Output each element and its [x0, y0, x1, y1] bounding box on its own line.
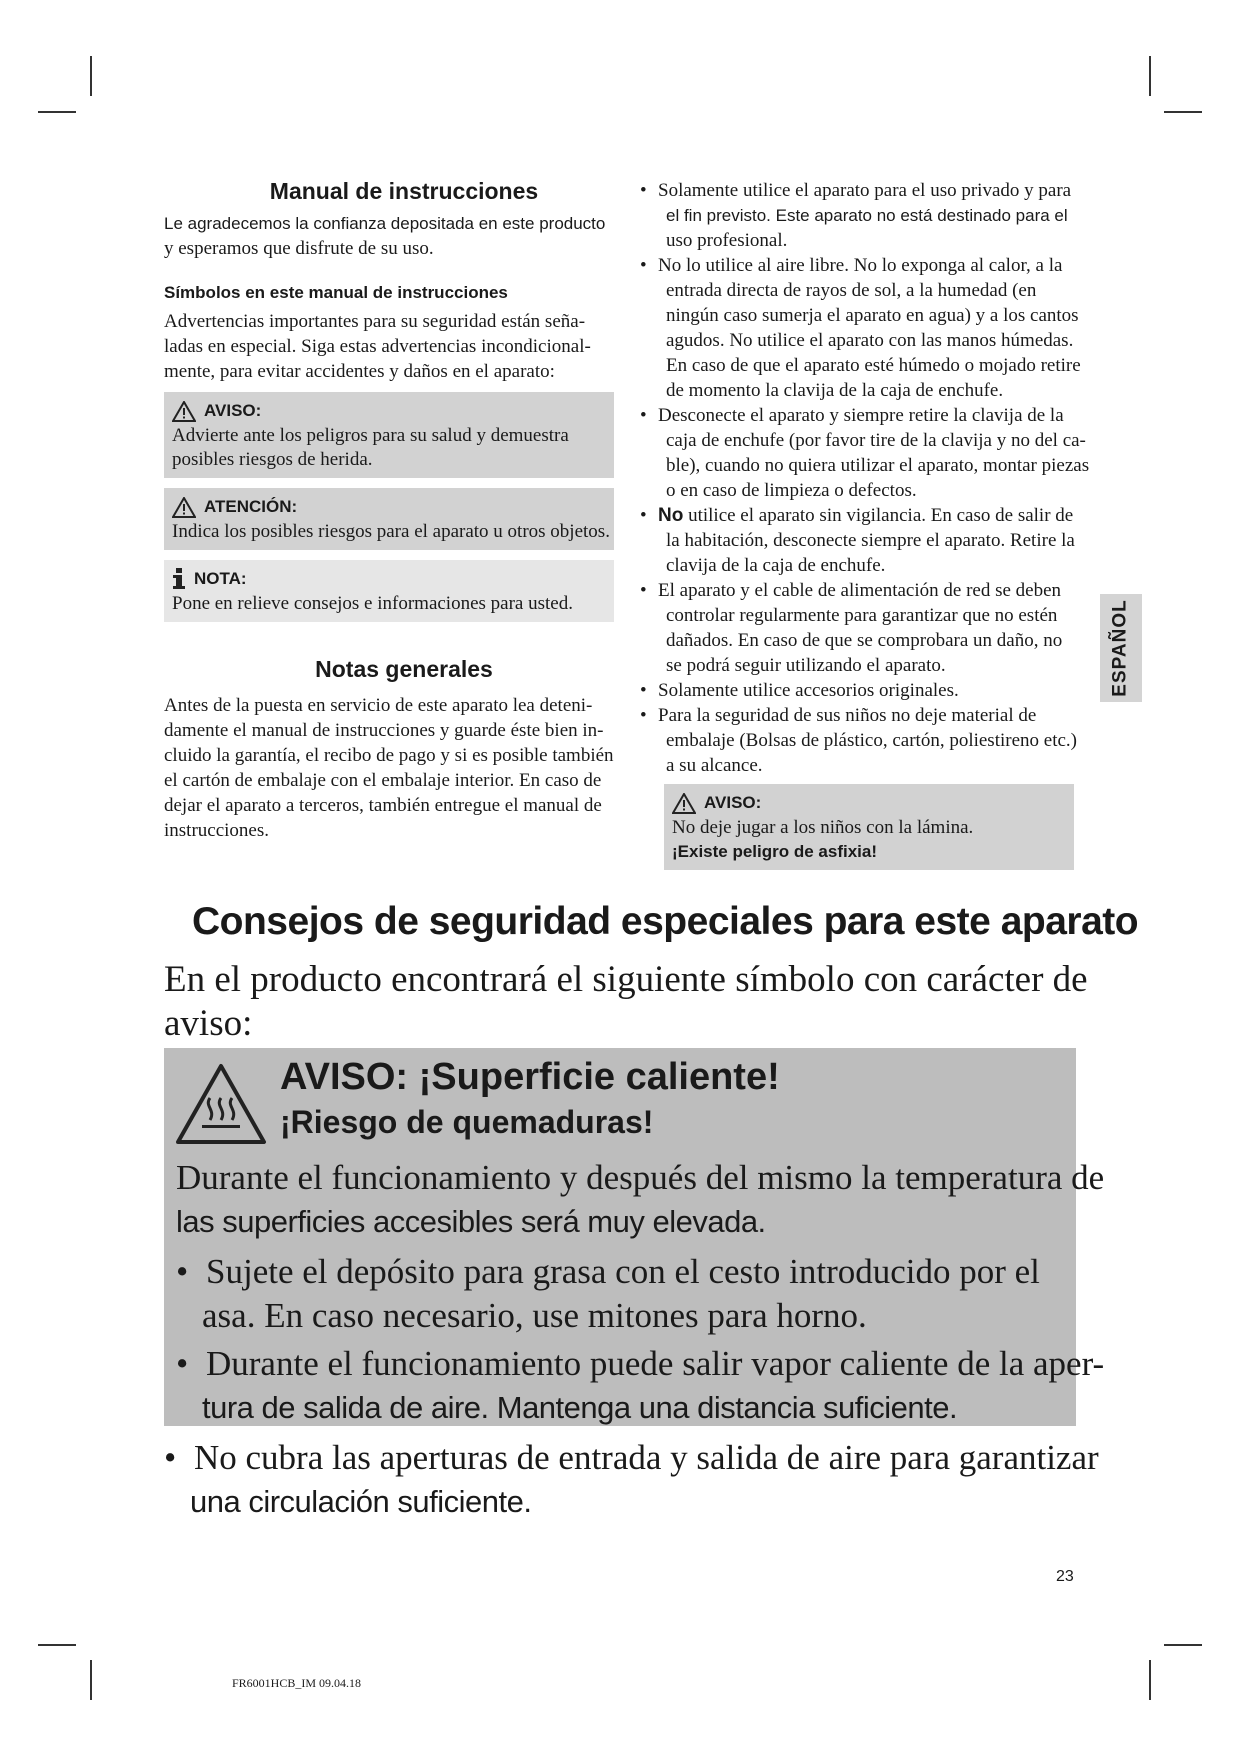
warning-triangle-icon [672, 793, 696, 814]
aviso-label: AVISO: [704, 793, 762, 812]
info-icon [172, 568, 186, 590]
nota-label: NOTA: [194, 569, 247, 588]
language-tab-label: ESPAÑOL [1110, 599, 1131, 697]
warning-bullet: • Durante el funcionamiento puede salir vapor caliente de la aper- tura de salida de aire. Mantenga una distancia suficiente. [176, 1344, 1105, 1425]
manual-title: Manual de instrucciones [269, 178, 539, 204]
crop-mark [90, 56, 92, 96]
safety-list [640, 178, 1120, 778]
symbols-text: Advertencias importantes para su seguridad están seña- ladas en especial. Siga estas advertencias incondicional- mente, para evitar accidentes y daños en el aparato: [164, 311, 591, 382]
crop-mark [1149, 56, 1151, 96]
right-column [640, 178, 1120, 870]
crop-mark [38, 111, 76, 113]
crop-mark [1149, 1660, 1151, 1700]
warning-paragraph: Durante el funcionamiento y después del mismo la temperatura de las superficies accesibles será muy elevada. [176, 1158, 1105, 1239]
atencion-box: ATENCIÓN: Indica los posibles riesgos para el aparato u otros objetos. [164, 488, 614, 550]
symbols-heading: Símbolos en este manual de instrucciones [164, 283, 508, 302]
nota-box: NOTA: Pone en relieve consejos e informaciones para usted. [164, 560, 614, 622]
general-heading: Notas generales [315, 656, 493, 682]
aviso-label: AVISO: [204, 401, 262, 420]
crop-mark [1164, 111, 1202, 113]
list-item: • Para la seguridad de sus niños no deje material de embalaje (Bolsas de plástico, cartón, poliestireno etc.) a su alcance. [640, 705, 1077, 776]
list-item: • No lo utilice al aire libre. No lo exponga al calor, a la entrada directa de rayos de sol, a la humedad (en ningún caso sumerja el aparato en agua) y a los cantos agudos. No utilice el aparato con las manos húmedas. En caso de que el aparato esté húmedo o mojado retire de momento la clavija de la caja de enchufe. [640, 255, 1081, 401]
warning-subtitle: ¡Riesgo de quemaduras! [280, 1104, 654, 1140]
intro-line: Le agradecemos la confianza depositada en este producto [164, 214, 606, 233]
list-item: • Desconecte el aparato y siempre retire la clavija de la caja de enchufe (por favor tire de la clavija y no del ca- ble), cuando no quiera utilizar el aparato, montar piezas o en caso de limpieza o defectos. [640, 405, 1090, 501]
crop-mark [1164, 1644, 1202, 1646]
language-tab [1100, 594, 1142, 702]
list-item: • Solamente utilice accesorios originales. [640, 680, 959, 701]
aviso-child-box: AVISO: No deje jugar a los niños con la lámina. ¡Existe peligro de asfixia! [664, 784, 1074, 870]
page-number: 23 [1056, 1568, 1074, 1585]
safety-title: Consejos de seguridad especiales para este aparato [192, 900, 1139, 943]
ventilation-bullet: • No cubra las aperturas de entrada y salida de aire para garantizar una circulación suficiente. [164, 1438, 1099, 1519]
footer-code: FR6001HCB_IM 09.04.18 [232, 1676, 362, 1690]
aviso-box: AVISO: Advierte ante los peligros para su salud y demuestra posibles riesgos de herida. [164, 392, 614, 478]
warning-triangle-icon [172, 401, 196, 422]
list-item: • Solamente utilice el aparato para el uso privado y para el fin previsto. Este aparato no está destinado para el uso profesional. [640, 180, 1072, 251]
crop-mark [90, 1660, 92, 1700]
hot-surface-icon [174, 1062, 268, 1146]
warning-bullet: • Sujete el depósito para grasa con el cesto introducido por el asa. En caso necesario, use mitones para horno. [176, 1252, 1040, 1335]
atencion-label: ATENCIÓN: [204, 497, 298, 516]
crop-mark [38, 1644, 76, 1646]
warning-triangle-icon [172, 497, 196, 518]
general-text: Antes de la puesta en servicio de este aparato lea deteni- damente el manual de instrucciones y guarde éste bien in- cluido la garantía, el recibo de pago y si es posible también el cartón de embalaje con el embalaje interior. En caso de dejar el aparato a terceros, también entregue el manual de instrucciones. [164, 695, 614, 841]
warning-title: AVISO: ¡Superficie caliente! [280, 1056, 780, 1098]
list-item: • No utilice el aparato sin vigilancia. En caso de salir de la habitación, desconecte siempre el aparato. Retire la clavija de la caja de enchufe. [640, 505, 1075, 576]
intro-line: y esperamos que disfrute de su uso. [164, 238, 434, 259]
safety-intro: En el producto encontrará el siguiente símbolo con carácter de aviso: [164, 959, 1088, 1044]
left-column [164, 178, 644, 843]
list-item: • El aparato y el cable de alimentación de red se deben controlar regularmente para garantizar que no estén dañados. En caso de que se comprobara un daño, no se podrá seguir utilizando el aparato. [640, 580, 1063, 676]
